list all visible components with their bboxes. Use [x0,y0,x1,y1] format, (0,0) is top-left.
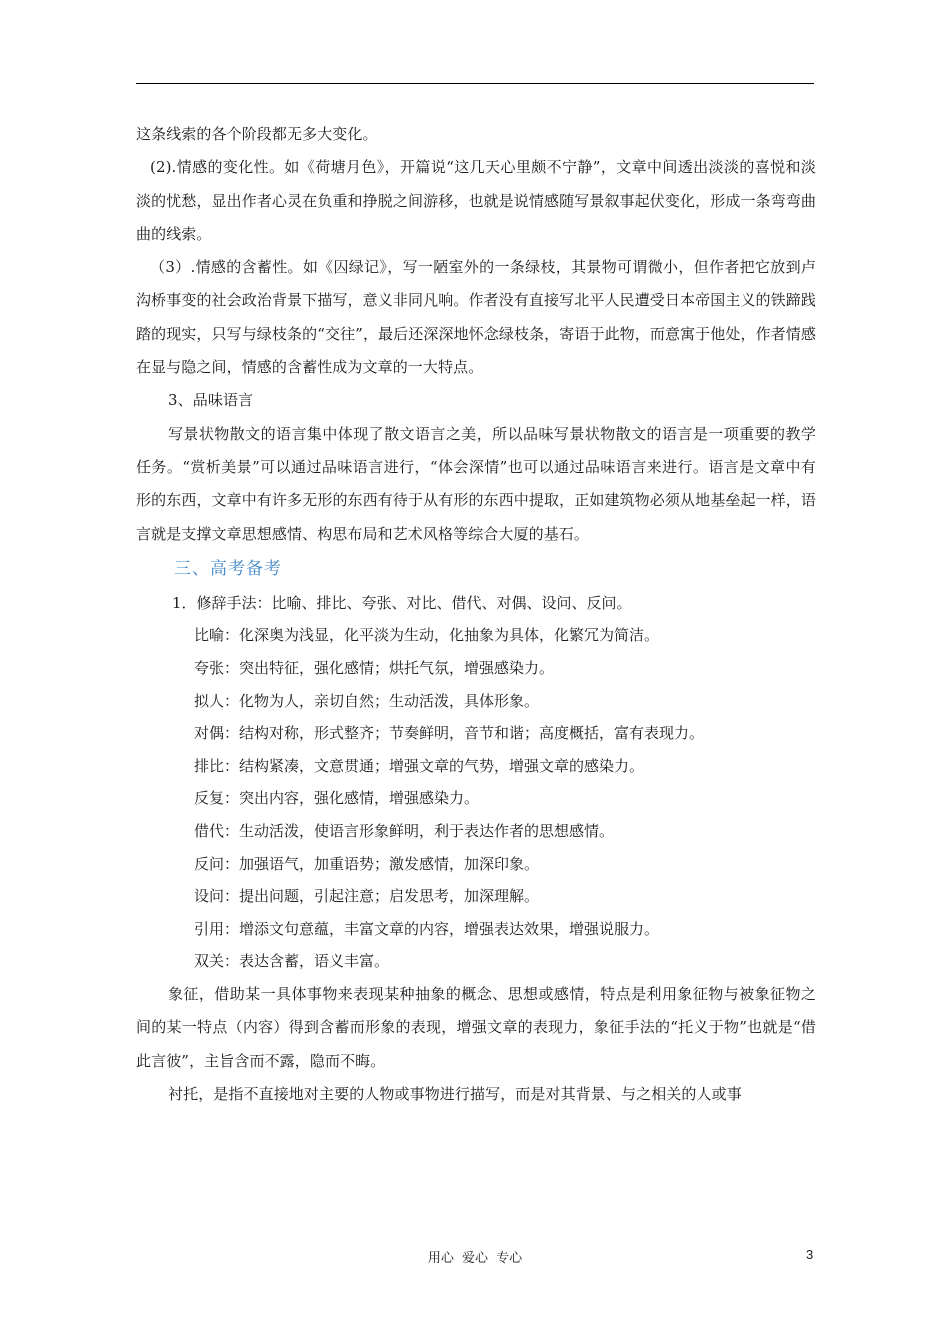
device-personification: 拟人：化物为人，亲切自然；生动活泼，具体形象。 [194,691,540,710]
footer-motto: 用心 爱心 专心 [427,1251,523,1266]
device-parallelism: 排比：结构紧凑，文意贯通；增强文章的气势，增强文章的感染力。 [194,756,645,775]
paragraph-emotion-subtlety: （3）.情感的含蓄性。如《囚绿记》，写一陋室外的一条绿枝，其景物可谓微小，但作者把它放到卢沟桥事变的社会政治背景下描写，意义非同凡响。作者没有直接写北平人民遭受日本帝国主义的铁蹄践踏的现实，只写与绿枝条的“交往”，最后还深深地怀念绿枝条，寄语于此物，而意寓于他处，作者情感在显与隐之间，情感的含蓄性成为文章的一大特点。 [136,258,816,377]
device-hypophora: 设问：提出问题，引起注意；启发思考，加深理解。 [194,887,540,906]
paragraph-symbolism: 象征，借助某一具体事物来表现某种抽象的概念、思想或感情，特点是利用象征物与被象征物之间的某一特点（内容）得到含蓄而形象的表现，增强文章的表现力，象征手法的“托义于物”也就是“借此言彼”，主旨含而不露，隐而不晦。 [136,984,816,1070]
page-content [136,118,816,1111]
paragraph-contrast: 衬托，是指不直接地对主要的人物或事物进行描写，而是对其背景、与之相关的人或事 [168,1084,742,1103]
device-repetition: 反复：突出内容，强化感情，增强感染力。 [194,789,480,808]
device-quotation: 引用：增添文句意蕴，丰富文章的内容，增强表达效果，增强说服力。 [194,919,660,938]
paragraph-emotion-variability: (2).情感的变化性。如《荷塘月色》，开篇说“这几天心里颇不宁静”，文章中间透出淡淡的喜悦和淡淡的忧愁，显出作者心灵在负重和挣脱之间游移，也就是说情感随写景叙事起伏变化，形成一条弯弯曲曲的线索。 [136,158,816,243]
subheading-taste-language: 3、品味语言 [168,391,254,410]
device-rhetorical-question: 反问：加强语气，加重语势；激发感情，加深印象。 [194,854,540,873]
list-item-rhetoric: 1．修辞手法：比喻、排比、夸张、对比、借代、对偶、设问、反问。 [172,593,632,612]
device-pun: 双关：表达含蓄，语义丰富。 [194,952,390,971]
device-metaphor: 比喻：化深奥为浅显，化平淡为生动，化抽象为具体，化繁冗为简洁。 [194,626,660,645]
paragraph-language: 写景状物散文的语言集中体现了散文语言之美，所以品味写景状物散文的语言是一项重要的教学任务。“赏析美景”可以通过品味语言进行，“体会深情”也可以通过品味语言来进行。语言是文章中有形的东西，文章中有许多无形的东西有待于从有形的东西中提取，正如建筑物必须从地基垒起一样，语言就是支撑文章思想感情、构思布局和艺术风格等综合大厦的基石。 [136,424,816,543]
device-hyperbole: 夸张：突出特征，强化感情；烘托气氛，增强感染力。 [194,659,555,678]
paragraph-continuation: 这条线索的各个阶段都无多大变化。 [136,125,378,143]
header-rule [136,83,814,84]
section-heading-exam-prep: 三、高考备考 [174,558,282,579]
device-antithesis: 对偶：结构对称，形式整齐；节奏鲜明，音节和谐；高度概括，富有表现力。 [194,724,705,743]
device-metonymy: 借代：生动活泼，使语言形象鲜明，利于表达作者的思想感情。 [194,822,615,841]
page-number: 3 [806,1247,814,1262]
